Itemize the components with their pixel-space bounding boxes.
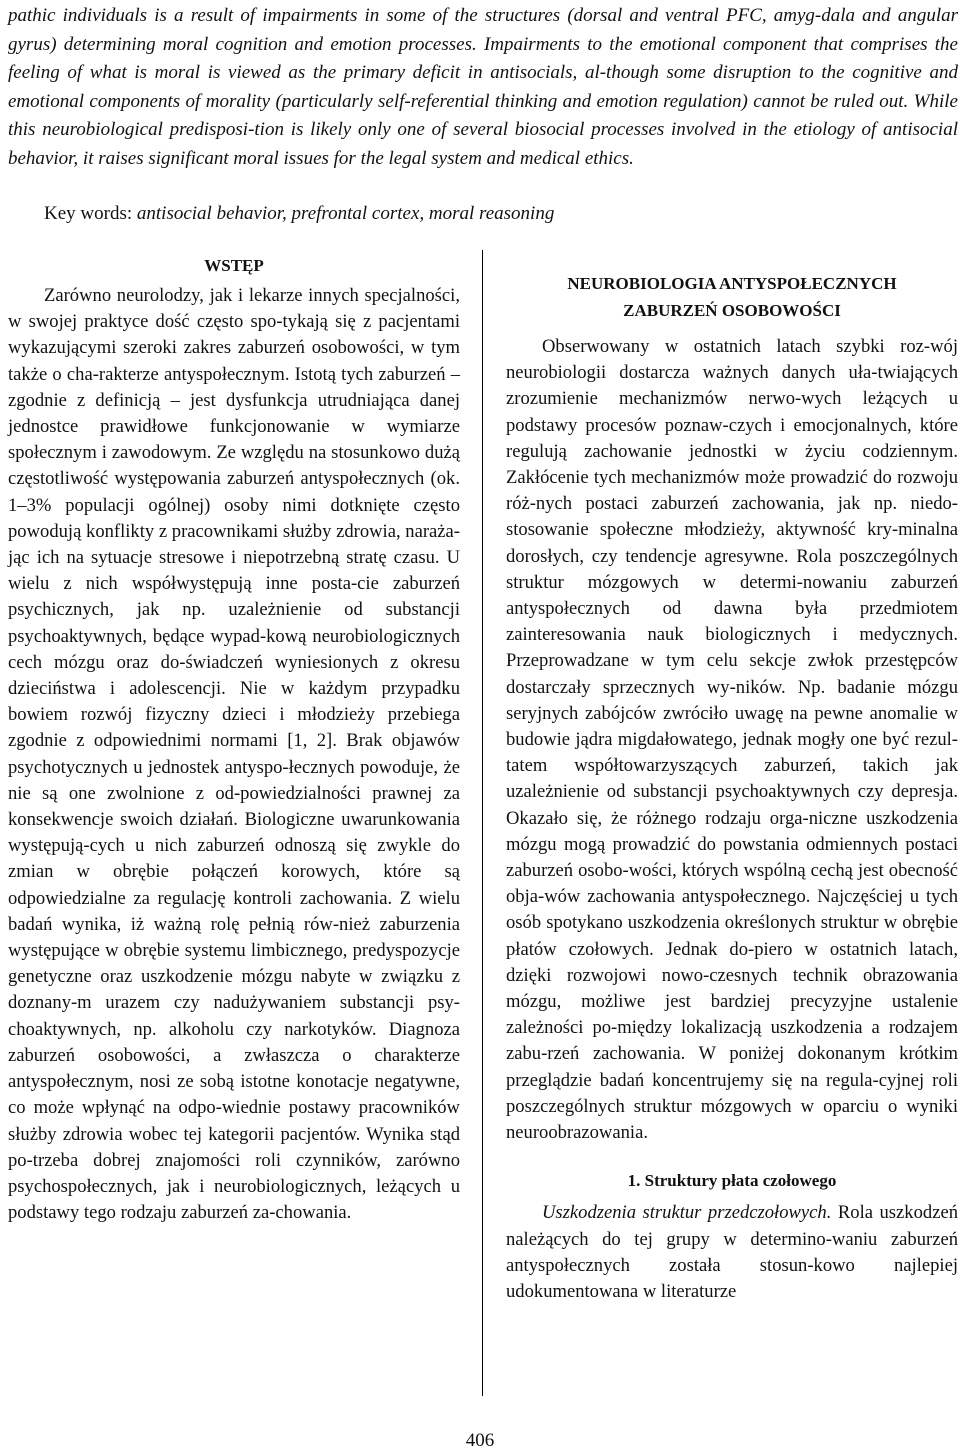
subsection-paragraph: [506, 1200, 958, 1305]
neurobiology-paragraph: Obserwowany w ostatnich latach szybki roz-wój neurobiologii dostarcza ważnych danych uła-twiających zrozumienie mechanizmów nerwo-wych leżących u podstawy procesów poznaw-czych i emocjonalnych, które regulują zachowanie jednostki w życiu codziennym. Zakłócenie tych mechanizmów może prowadzić do rozwoju róż-nych postaci zaburzeń zachowania, jak np. niedo-stosowanie społeczne młodzieży, aktywność kry-minalna dorosłych, czy tendencje agresywne. Rola poszczególnych struktur mózgowych w determi-nowaniu zaburzeń antyspołecznych od dawna była przedmiotem zainteresowania nauk biologicznych i medycznych. Przeprowadzane w tym celu sekcje zwłok przestępców dostarczały sprzecznych wy-ników. Np. badanie mózgu seryjnych zabójców zwróciło uwagę na pewne anomalie w budowie jądra migdałowatego, jednak mogły one być rezul-tatem współtowarzyszących zaburzeń, takich jak uzależnienie od substancji psychoaktywnych czy depresja. Okazało się, że różnego rodzaju orga-niczne uszkodzenia mózgu mogą prowadzić do powstania odmiennych postaci zaburzeń osobo-wości, których wspólną cechą jest obecność obja-wów zachowania antyspołecznego. Najczęściej u tych osób spotykano uszkodzenia określonych struktur w obrębie płatów czołowych. Jednak do-piero w ostatnich latach, dzięki rozwojowi nowo-czesnych technik obrazowania mózgu, możliwe jest bardziej precyzyjne ustalenie zależności po-między lokalizacją uszkodzenia a rodzajem zabu-rzeń zachowania. W poniżej dokonanym krótkim przeglądzie badań koncentrujemy się na regula-cyjnej roli poszczególnych struktur mózgowych w oparciu o wyniki neuroobrazowania.: [506, 336, 958, 1144]
subsection-text: Rola uszkodzeń należących do tej grupy w determino-waniu zaburzeń antyspołecznych została stosun-kowo najlepiej udokumentowana w literaturze: [506, 1202, 958, 1302]
heading-line-2: ZABURZEŃ OSOBOWOŚCI: [623, 301, 841, 320]
column-divider: [482, 250, 483, 1396]
heading-line-1: NEUROBIOLOGIA ANTYSPOŁECZNYCH: [567, 274, 897, 293]
keywords: [8, 200, 958, 228]
intro-paragraph: Zarówno neurolodzy, jak i lekarze innych specjalności, w swojej praktyce dość często spo-tykają się z pacjentami wykazującymi szeroki zakres zaburzeń osobowości, w tym także o cha-rakterze antyspołecznym. Istotą tych zaburzeń – zgodnie z definicją – jest dysfunkcja utrudniająca danej jednostce prawidłowe funkcjonowanie w wymiarze społecznym i zawodowym. Ze względu na stosunkowo dużą częstotliwość występowania zaburzeń antyspołecznych (ok. 1–3% populacji ogólnej) osoby nimi dotknięte często powodują konflikty z pracownikami służby zdrowia, naraża-jąc ich na sytuacje stresowe i niepotrzebną stratę czasu. U wielu z nich współwystępują inne posta-cie zaburzeń psychicznych, jak np. uzależnienie od substancji psychoaktywnych, będące wypad-kową neurobiologicznych cech mózgu oraz do-świadczeń wyniesionych z okresu dzieciństwa i adolescencji. Nie w każdym przypadku bowiem rozwój fizyczny dzieci i młodzieży przebiega zgodnie z odpowiednimi normami [1, 2]. Brak objawów psychotycznych u jednostek antyspo-łecznych powoduje, że nie są one zwolnione z od-powiedzialności prawnej za konsekwencje swoich działań. Biologiczne uwarunkowania występują-cych u nich zaburzeń odnoszą się zwykle do zmian w obrębie połączeń korowych, które są odpowiedzialne za regulację kontroli zachowania. Z wielu badań wynika, iż ważną rolę pełnią rów-nież zaburzenia występujące w obrębie systemu limbicznego, predyspozycje genetyczne oraz uszkodzenie mózgu nabyte w związku z doznany-m urazem czy nadużywaniem substancji psy-choaktywnych, np. alkoholu czy narkotyków. Diagnoza zaburzeń osobowości, a zwłaszcza o charakterze antyspołecznym, nosi ze sobą istotne konotacje negatywne, co może wpłynąć na odpo-wiednie postawy pracowników służby zdrowia wobec tej kategorii pacjentów. Wynika stąd po-trzeba dobrej znajomości roli czynników, zarówno psychospołecznych, jak i neurobiologicznych, leżących u podstawy tego rodzaju zaburzeń za-chowania.: [8, 285, 460, 1224]
section-heading-wstep: WSTĘP: [204, 256, 264, 275]
abstract-text: pathic individuals is a result of impairments in some of the structures (dorsal and ventral PFC, amyg-dala and angular gyrus) determining moral cognition and emotion processes. Impairments to the emotional component that comprises the feeling of what is moral is viewed as the primary deficit in antisocials, al-though some disruption to the cognitive and emotional components of morality (particularly self-referential thinking and emotion regulation) cannot be ruled out. While this neurobiological predisposi-tion is likely only one of several biosocial processes involved in the etiology of antisocial behavior, it raises significant moral issues for the legal system and medical ethics.: [8, 5, 958, 169]
page-number: 406: [465, 1430, 495, 1451]
subsection-lead: Uszkodzenia struktur przedczołowych.: [542, 1202, 832, 1224]
subsection-heading: 1. Struktury płata czołowego: [627, 1171, 837, 1191]
left-column: [8, 253, 460, 1226]
right-column: [506, 270, 958, 1305]
keywords-label: Key words:: [44, 203, 133, 224]
section-heading-neurobiologia: [506, 270, 958, 324]
keywords-values: antisocial behavior, prefrontal cortex, moral reasoning: [136, 203, 555, 224]
